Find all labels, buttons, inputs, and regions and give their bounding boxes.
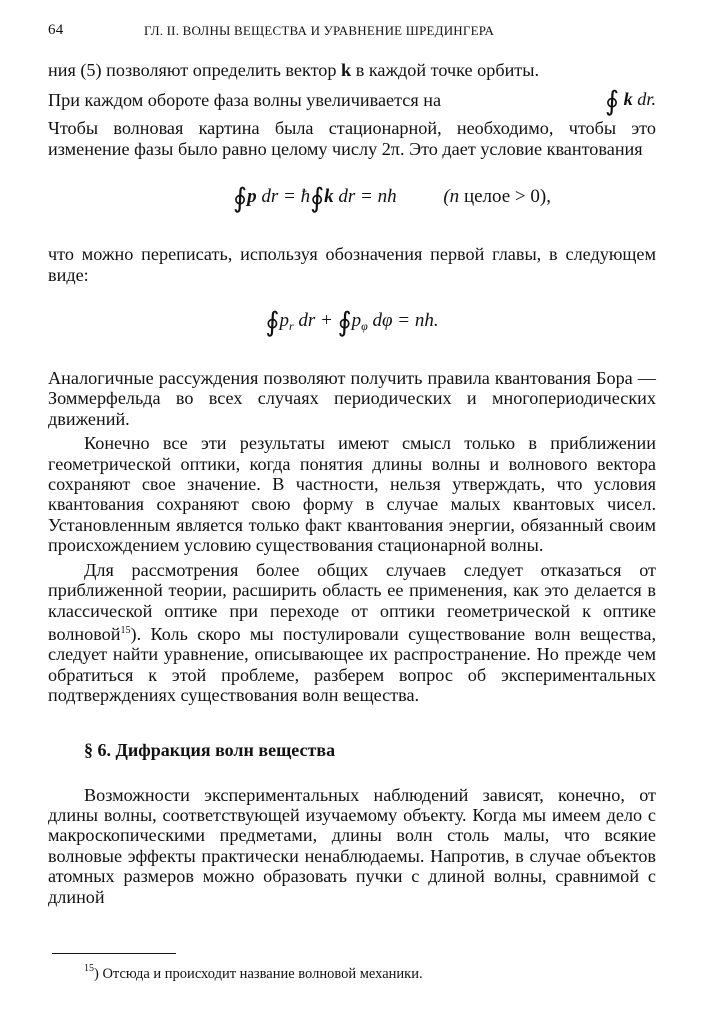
contour-integral-symbol: ∮	[265, 307, 280, 338]
contour-integral-symbol: ∮	[310, 183, 325, 214]
vector-k: k	[341, 60, 352, 80]
paragraph-bohr-sommerfeld: Аналогичные рассуждения позволяют получить правила квантования Бора — Зоммерфельда во всех случаях периодических и многопериодических движений.	[48, 368, 656, 429]
subscript: r	[288, 319, 294, 334]
footnote-reference: 15	[120, 624, 131, 636]
formula-part: dr =	[256, 186, 301, 208]
running-title: ГЛ. II. ВОЛНЫ ВЕЩЕСТВА И УРАВНЕНИЕ ШРЕДИНГЕРА	[144, 23, 495, 38]
footnote-separator	[52, 953, 176, 954]
text-run: ния (5) позволяют определить вектор	[48, 60, 342, 80]
wave-vector: k	[324, 186, 334, 208]
differential: dr.	[637, 89, 656, 110]
momentum-vector: p	[247, 186, 257, 208]
section-number: § 6.	[84, 739, 111, 760]
section-heading	[48, 740, 656, 761]
quantization-condition-intro: Чтобы волновая картина была стационарной, необходимо, чтобы это изменение фазы было равно целому числу 2π. Это дает условие квантования	[48, 118, 656, 159]
orbit-vector-line	[48, 60, 656, 80]
phase-increase-text: При каждом обороте фаза волны увеличивается на	[48, 90, 442, 111]
contour-integral-symbol: ∮	[337, 307, 352, 338]
paragraph-geometric-optics: Конечно все эти результаты имеют смысл только в приближении геометрической оптики, когда понятия длины волны и волнового вектора сохраняют свое значение. В частности, нельзя утверждать, что условия квантования сохраняют свою форму в случае малых квантовых чисел. Установленным является только факт квантования энергии, обязанный своим происхождением условию существования стационарной волны.	[48, 433, 656, 556]
phase-increase-line	[48, 84, 656, 116]
formula-part: (n	[443, 186, 460, 208]
text-run: Для рассмотрения более общих случаев следует отказаться от приближенной теории, расширить область ее применения, как это делается в классической оптике при переходе от оптики геометрической к оптике волновой	[48, 559, 656, 644]
subscript: φ	[361, 319, 368, 334]
bohr-sommerfeld-formula	[48, 307, 656, 338]
formula-part: p	[351, 310, 362, 332]
footnote-text: ) Отсюда и происходит название волновой механики.	[94, 966, 423, 982]
quantization-formula	[88, 183, 696, 214]
formula-part: p	[279, 310, 289, 332]
hbar-symbol: ħ	[300, 186, 311, 208]
formula-part: dφ = nh.	[367, 310, 439, 332]
inline-integral	[605, 84, 656, 116]
text-run: ). Коль скоро мы постулировали существование волн вещества, следует найти уравнение, описывающее их распространение. Но прежде чем обратиться к этой проблеме, разберем вопрос об экспериментальных подтверждениях существования волн вещества.	[48, 623, 656, 706]
footnote	[84, 963, 423, 983]
formula-condition	[443, 186, 551, 207]
paragraph-rewrite: что можно переписать, используя обозначения первой главы, в следующем виде:	[48, 244, 656, 285]
section-title: Дифракция волн вещества	[115, 739, 336, 760]
vector-k: k	[623, 89, 633, 110]
footnote-number: 15	[84, 963, 94, 974]
paragraph-general-cases	[48, 560, 656, 706]
running-head	[48, 18, 656, 44]
text-run: в каждой точке орбиты.	[351, 60, 540, 80]
contour-integral-symbol: ∮	[605, 86, 620, 117]
formula-part: dr +	[293, 310, 338, 332]
page-number: 64	[48, 22, 64, 38]
book-page	[48, 18, 656, 1018]
formula-part: целое > 0),	[459, 186, 551, 208]
paragraph-orbit-vector	[48, 60, 656, 159]
formula-part: dr = nh	[333, 186, 397, 208]
paragraph-diffraction: Возможности экспериментальных наблюдений зависят, конечно, от длины волны, соответствующей изучаемому объекту. Когда мы имеем дело с макроскопическими предметами, длины волн столь малы, что всякие волновые эффекты практически ненаблюдаемы. Напротив, в случае объектов атомных размеров можно образовать пучки с длиной волны, сравнимой с длиной	[48, 784, 656, 907]
contour-integral-symbol: ∮	[233, 183, 248, 214]
